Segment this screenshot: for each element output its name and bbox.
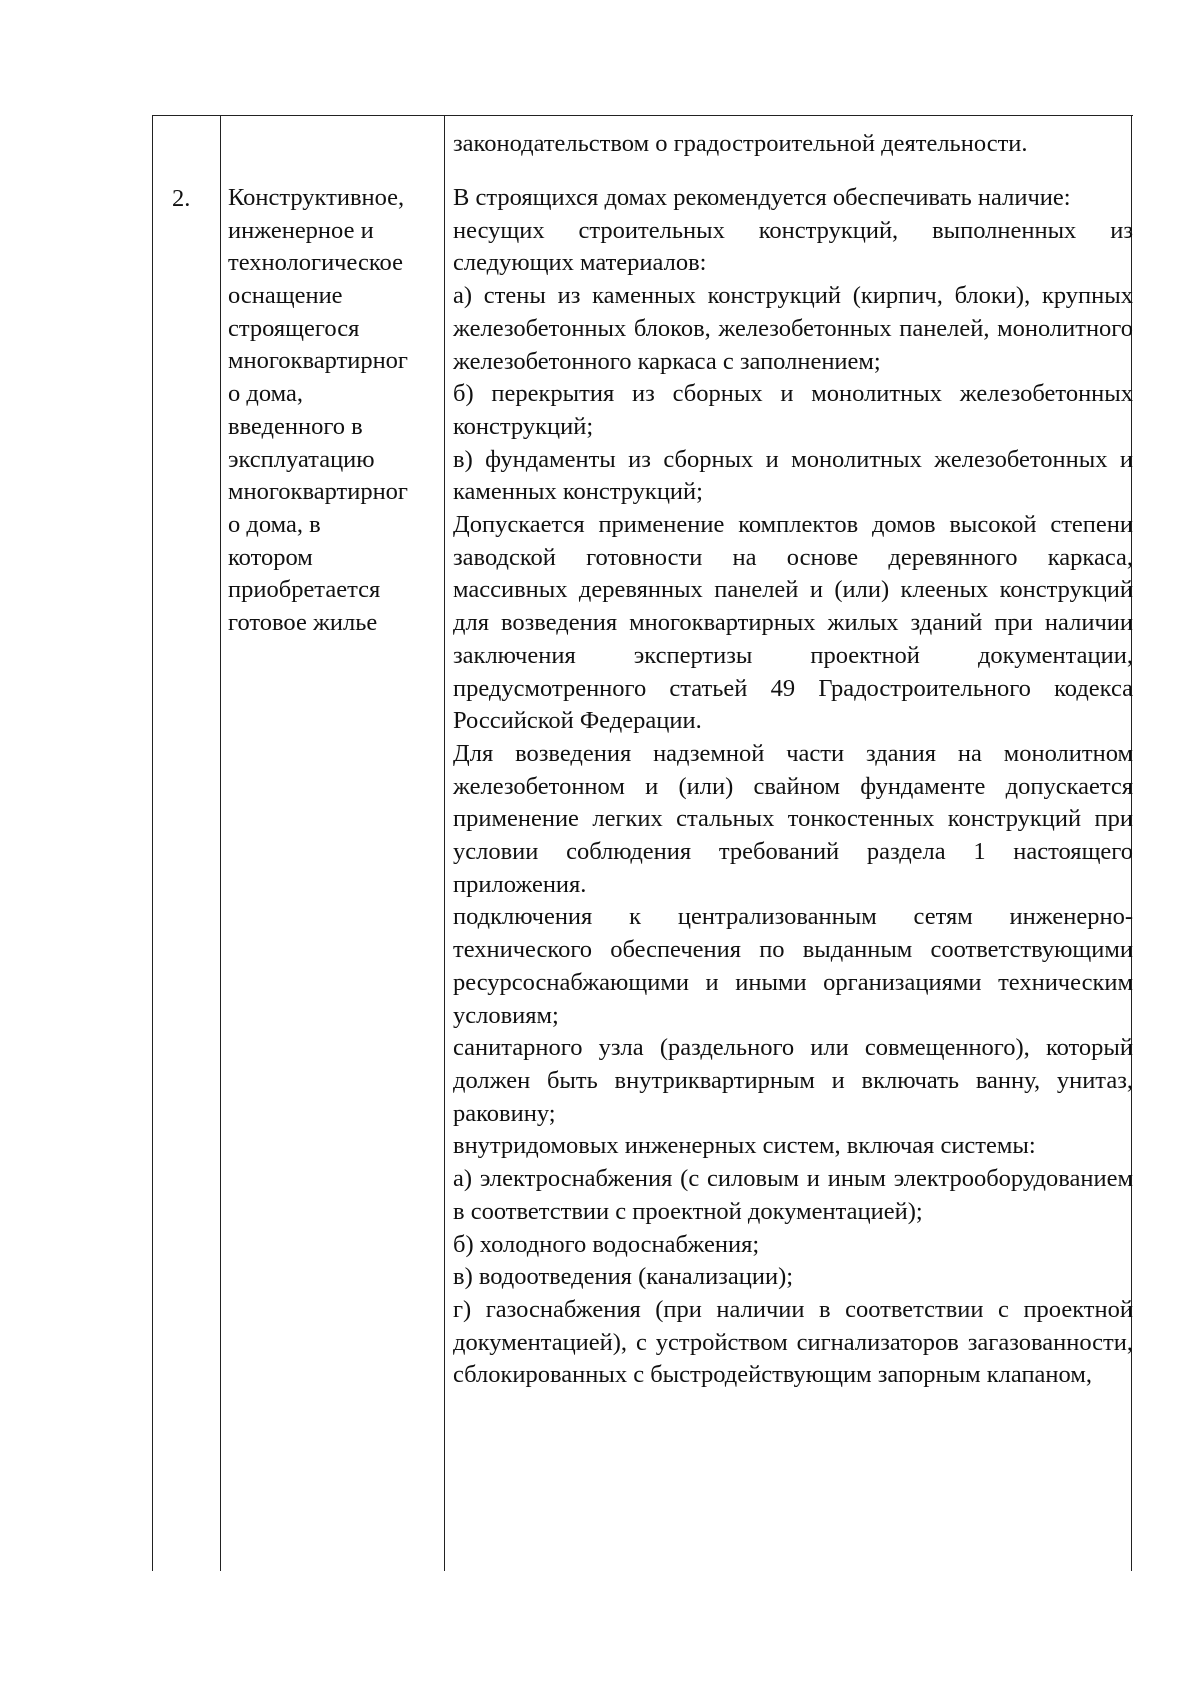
heading-line: многоквартирног [228,347,408,375]
paragraph: в) фундаменты из сборных и монолитных железобетонных и каменных конструкций; [453,445,1133,506]
row-heading [228,182,448,640]
paragraph: Для возведения надземной части здания на монолитном железобетонном и (или) свайном фундаменте допускается применение легких стальных тонкостенных конструкций при условии соблюдения требований раздела 1 настоящего приложения. [453,739,1133,898]
row-number: 2. [172,185,191,212]
heading-line: строящегося [228,314,360,342]
paragraph: подключения к централизованным сетям инженерно-технического обеспечения по выданным соответствующими ресурсоснабжающими и иными организациями техническим условиям; [453,903,1133,1029]
paragraph: санитарного узла (раздельного или совмещенного), который должен быть внутриквартирным и включать ванну, унитаз, раковину; [453,1034,1133,1127]
table-divider-1 [220,116,221,1571]
paragraph: Допускается применение комплектов домов высокой степени заводской готовности на основе деревянного каркаса, массивных деревянных панелей и (или) клееных конструкций для возведения многоквартирных жилых зданий при наличии заключения экспертизы проектной документации, предусмотренного статьей 49 Градостроительного кодекса Российской Федерации. [453,511,1133,735]
heading-line: о дома, [228,380,303,408]
paragraph: в) водоотведения (канализации); [453,1263,794,1291]
heading-line: оснащение [228,282,343,310]
paragraph: несущих строительных конструкций, выполненных из следующих материалов: [453,216,1133,277]
paragraph: б) перекрытия из сборных и монолитных железобетонных конструкций; [453,380,1133,440]
paragraph: б) холодного водоснабжения; [453,1230,760,1258]
heading-line: Конструктивное, [228,184,405,211]
paragraph: В строящихся домах рекомендуется обеспечивать наличие: [453,184,1071,211]
heading-line: приобретается [228,576,381,604]
heading-line: готовое жилье [228,608,378,636]
row-content [453,182,1133,1392]
heading-line: технологическое [228,249,403,277]
heading-line: эксплуатацию [228,445,375,473]
heading-line: инженерное и [228,216,374,244]
continuation-text: законодательством о градостроительной деятельности. [453,130,1028,157]
paragraph: г) газоснабжения (при наличии в соответствии с проектной документацией), с устройством сигнализаторов загазованности, сблокированных с быстродействующим запорным клапаном, [453,1295,1133,1389]
paragraph: а) стены из каменных конструкций (кирпич, блоки), крупных железобетонных блоков, железобетонных панелей, монолитного железобетонного каркаса с заполнением; [453,282,1133,375]
paragraph: внутридомовых инженерных систем, включая системы: [453,1132,1036,1160]
heading-line: котором [228,543,313,571]
paragraph: а) электроснабжения (с силовым и иным электрооборудованием в соответствии с проектной документацией); [453,1165,1133,1225]
table-border-left [152,116,153,1571]
heading-line: введенного в [228,412,363,440]
heading-line: многоквартирног [228,478,408,506]
heading-line: о дома, в [228,510,321,538]
